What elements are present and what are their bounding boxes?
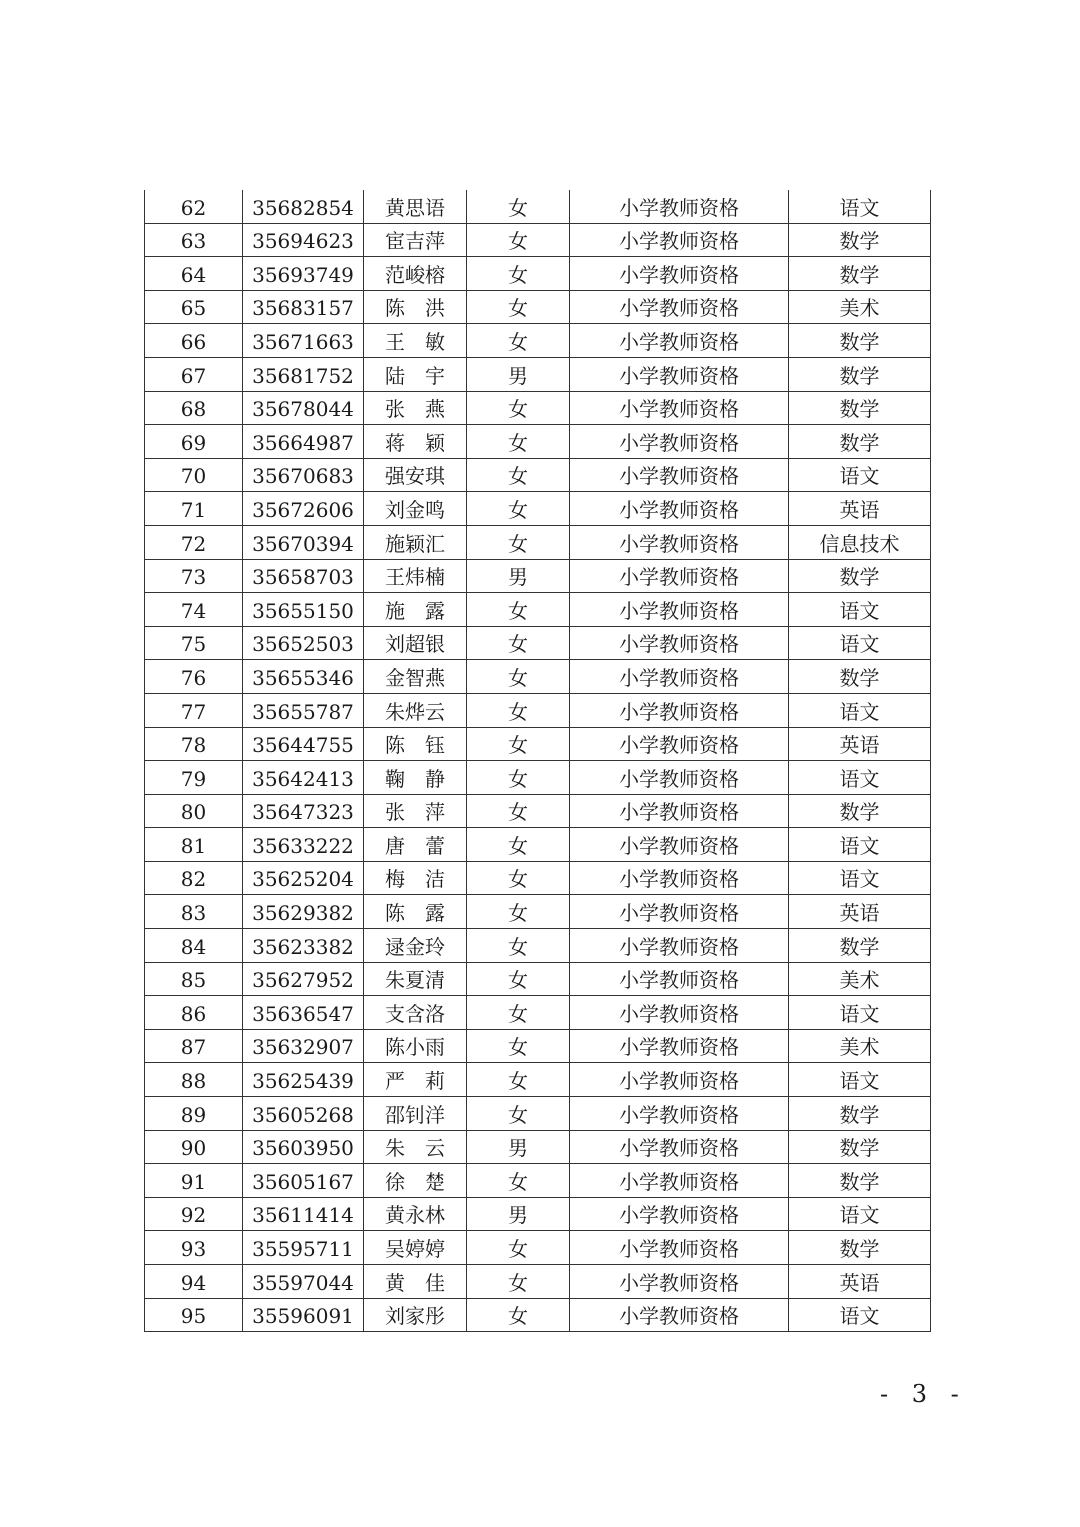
name-cell: 黄 佳 bbox=[364, 1265, 467, 1299]
gender-cell: 女 bbox=[467, 828, 570, 862]
gender-cell: 女 bbox=[467, 1097, 570, 1131]
gender-cell: 女 bbox=[467, 996, 570, 1030]
subject-cell: 英语 bbox=[789, 492, 931, 526]
subject-cell: 语文 bbox=[789, 828, 931, 862]
subject-cell: 语文 bbox=[789, 190, 931, 223]
qualification-cell: 小学教师资格 bbox=[570, 391, 789, 425]
table-row bbox=[145, 794, 931, 828]
exam-id-cell: 35611414 bbox=[243, 1197, 364, 1231]
qualification-cell: 小学教师资格 bbox=[570, 861, 789, 895]
qualification-cell: 小学教师资格 bbox=[570, 761, 789, 795]
qualification-cell: 小学教师资格 bbox=[570, 492, 789, 526]
subject-cell: 语文 bbox=[789, 996, 931, 1030]
gender-cell: 女 bbox=[467, 290, 570, 324]
exam-id-cell: 35694623 bbox=[243, 223, 364, 257]
gender-cell: 女 bbox=[467, 1298, 570, 1332]
qualification-cell: 小学教师资格 bbox=[570, 929, 789, 963]
row-number-cell: 83 bbox=[145, 895, 243, 929]
gender-cell: 女 bbox=[467, 324, 570, 358]
row-number-cell: 67 bbox=[145, 357, 243, 391]
subject-cell: 语文 bbox=[789, 626, 931, 660]
row-number-cell: 62 bbox=[145, 190, 243, 223]
roster-table bbox=[144, 190, 931, 1332]
name-cell: 徐 楚 bbox=[364, 1164, 467, 1198]
row-number-cell: 78 bbox=[145, 727, 243, 761]
gender-cell: 女 bbox=[467, 962, 570, 996]
exam-id-cell: 35623382 bbox=[243, 929, 364, 963]
row-number-cell: 90 bbox=[145, 1130, 243, 1164]
exam-id-cell: 35652503 bbox=[243, 626, 364, 660]
table-row bbox=[145, 1231, 931, 1265]
name-cell: 张 萍 bbox=[364, 794, 467, 828]
exam-id-cell: 35595711 bbox=[243, 1231, 364, 1265]
gender-cell: 女 bbox=[467, 223, 570, 257]
qualification-cell: 小学教师资格 bbox=[570, 1197, 789, 1231]
exam-id-cell: 35655787 bbox=[243, 693, 364, 727]
gender-cell: 男 bbox=[467, 559, 570, 593]
exam-id-cell: 35655150 bbox=[243, 593, 364, 627]
gender-cell: 女 bbox=[467, 525, 570, 559]
name-cell: 刘金鸣 bbox=[364, 492, 467, 526]
qualification-cell: 小学教师资格 bbox=[570, 559, 789, 593]
subject-cell: 语文 bbox=[789, 1063, 931, 1097]
subject-cell: 语文 bbox=[789, 593, 931, 627]
table-row bbox=[145, 458, 931, 492]
name-cell: 范峻榕 bbox=[364, 257, 467, 291]
qualification-cell: 小学教师资格 bbox=[570, 1063, 789, 1097]
qualification-cell: 小学教师资格 bbox=[570, 593, 789, 627]
qualification-cell: 小学教师资格 bbox=[570, 425, 789, 459]
row-number-cell: 94 bbox=[145, 1265, 243, 1299]
row-number-cell: 70 bbox=[145, 458, 243, 492]
row-number-cell: 95 bbox=[145, 1298, 243, 1332]
table-row bbox=[145, 391, 931, 425]
row-number-cell: 75 bbox=[145, 626, 243, 660]
row-number-cell: 82 bbox=[145, 861, 243, 895]
gender-cell: 女 bbox=[467, 660, 570, 694]
gender-cell: 女 bbox=[467, 1231, 570, 1265]
gender-cell: 女 bbox=[467, 391, 570, 425]
row-number-cell: 65 bbox=[145, 290, 243, 324]
subject-cell: 数学 bbox=[789, 391, 931, 425]
table-row bbox=[145, 693, 931, 727]
table-row bbox=[145, 425, 931, 459]
qualification-cell: 小学教师资格 bbox=[570, 794, 789, 828]
table-row bbox=[145, 861, 931, 895]
row-number-cell: 73 bbox=[145, 559, 243, 593]
row-number-cell: 63 bbox=[145, 223, 243, 257]
exam-id-cell: 35603950 bbox=[243, 1130, 364, 1164]
row-number-cell: 69 bbox=[145, 425, 243, 459]
name-cell: 唐 蕾 bbox=[364, 828, 467, 862]
name-cell: 鞠 静 bbox=[364, 761, 467, 795]
exam-id-cell: 35625439 bbox=[243, 1063, 364, 1097]
name-cell: 黄永林 bbox=[364, 1197, 467, 1231]
qualification-cell: 小学教师资格 bbox=[570, 828, 789, 862]
name-cell: 施 露 bbox=[364, 593, 467, 627]
table-row bbox=[145, 257, 931, 291]
subject-cell: 数学 bbox=[789, 257, 931, 291]
table-row bbox=[145, 1063, 931, 1097]
exam-id-cell: 35625204 bbox=[243, 861, 364, 895]
name-cell: 陈 洪 bbox=[364, 290, 467, 324]
qualification-cell: 小学教师资格 bbox=[570, 525, 789, 559]
table-row bbox=[145, 190, 931, 223]
row-number-cell: 76 bbox=[145, 660, 243, 694]
table-row bbox=[145, 223, 931, 257]
table-row bbox=[145, 929, 931, 963]
exam-id-cell: 35633222 bbox=[243, 828, 364, 862]
table-row bbox=[145, 626, 931, 660]
gender-cell: 女 bbox=[467, 425, 570, 459]
exam-id-cell: 35636547 bbox=[243, 996, 364, 1030]
row-number-cell: 66 bbox=[145, 324, 243, 358]
table-row bbox=[145, 761, 931, 795]
qualification-cell: 小学教师资格 bbox=[570, 996, 789, 1030]
table-row bbox=[145, 324, 931, 358]
name-cell: 朱烨云 bbox=[364, 693, 467, 727]
exam-id-cell: 35693749 bbox=[243, 257, 364, 291]
qualification-cell: 小学教师资格 bbox=[570, 962, 789, 996]
name-cell: 陈 钰 bbox=[364, 727, 467, 761]
exam-id-cell: 35629382 bbox=[243, 895, 364, 929]
table-row bbox=[145, 1164, 931, 1198]
page-number: - 3 - bbox=[880, 1380, 967, 1408]
subject-cell: 语文 bbox=[789, 1197, 931, 1231]
row-number-cell: 77 bbox=[145, 693, 243, 727]
exam-id-cell: 35605167 bbox=[243, 1164, 364, 1198]
name-cell: 朱夏清 bbox=[364, 962, 467, 996]
table-row bbox=[145, 593, 931, 627]
row-number-cell: 64 bbox=[145, 257, 243, 291]
exam-id-cell: 35632907 bbox=[243, 1029, 364, 1063]
qualification-cell: 小学教师资格 bbox=[570, 324, 789, 358]
qualification-cell: 小学教师资格 bbox=[570, 1130, 789, 1164]
subject-cell: 数学 bbox=[789, 1130, 931, 1164]
qualification-cell: 小学教师资格 bbox=[570, 1265, 789, 1299]
exam-id-cell: 35647323 bbox=[243, 794, 364, 828]
exam-id-cell: 35627952 bbox=[243, 962, 364, 996]
name-cell: 刘超银 bbox=[364, 626, 467, 660]
gender-cell: 女 bbox=[467, 1164, 570, 1198]
subject-cell: 语文 bbox=[789, 761, 931, 795]
row-number-cell: 71 bbox=[145, 492, 243, 526]
table-row bbox=[145, 895, 931, 929]
name-cell: 张 燕 bbox=[364, 391, 467, 425]
name-cell: 逯金玲 bbox=[364, 929, 467, 963]
gender-cell: 女 bbox=[467, 1029, 570, 1063]
subject-cell: 语文 bbox=[789, 1298, 931, 1332]
row-number-cell: 84 bbox=[145, 929, 243, 963]
qualification-cell: 小学教师资格 bbox=[570, 1029, 789, 1063]
row-number-cell: 81 bbox=[145, 828, 243, 862]
gender-cell: 女 bbox=[467, 257, 570, 291]
subject-cell: 数学 bbox=[789, 1097, 931, 1131]
gender-cell: 女 bbox=[467, 761, 570, 795]
gender-cell: 女 bbox=[467, 727, 570, 761]
subject-cell: 数学 bbox=[789, 223, 931, 257]
table-row bbox=[145, 962, 931, 996]
name-cell: 邵钊洋 bbox=[364, 1097, 467, 1131]
subject-cell: 数学 bbox=[789, 1164, 931, 1198]
name-cell: 支含洛 bbox=[364, 996, 467, 1030]
gender-cell: 男 bbox=[467, 357, 570, 391]
name-cell: 强安琪 bbox=[364, 458, 467, 492]
subject-cell: 数学 bbox=[789, 794, 931, 828]
qualification-cell: 小学教师资格 bbox=[570, 1231, 789, 1265]
qualification-cell: 小学教师资格 bbox=[570, 1298, 789, 1332]
gender-cell: 女 bbox=[467, 693, 570, 727]
row-number-cell: 93 bbox=[145, 1231, 243, 1265]
exam-id-cell: 35605268 bbox=[243, 1097, 364, 1131]
exam-id-cell: 35658703 bbox=[243, 559, 364, 593]
name-cell: 施颖汇 bbox=[364, 525, 467, 559]
subject-cell: 语文 bbox=[789, 458, 931, 492]
subject-cell: 数学 bbox=[789, 660, 931, 694]
gender-cell: 女 bbox=[467, 492, 570, 526]
qualification-cell: 小学教师资格 bbox=[570, 357, 789, 391]
row-number-cell: 89 bbox=[145, 1097, 243, 1131]
gender-cell: 女 bbox=[467, 794, 570, 828]
subject-cell: 数学 bbox=[789, 929, 931, 963]
gender-cell: 女 bbox=[467, 1063, 570, 1097]
table-row bbox=[145, 1097, 931, 1131]
name-cell: 梅 洁 bbox=[364, 861, 467, 895]
qualification-cell: 小学教师资格 bbox=[570, 693, 789, 727]
exam-id-cell: 35670683 bbox=[243, 458, 364, 492]
qualification-cell: 小学教师资格 bbox=[570, 895, 789, 929]
row-number-cell: 74 bbox=[145, 593, 243, 627]
table-row bbox=[145, 290, 931, 324]
name-cell: 刘家彤 bbox=[364, 1298, 467, 1332]
subject-cell: 数学 bbox=[789, 1231, 931, 1265]
table-row bbox=[145, 1298, 931, 1332]
row-number-cell: 72 bbox=[145, 525, 243, 559]
row-number-cell: 87 bbox=[145, 1029, 243, 1063]
table-row bbox=[145, 996, 931, 1030]
subject-cell: 信息技术 bbox=[789, 525, 931, 559]
qualification-cell: 小学教师资格 bbox=[570, 458, 789, 492]
table-row bbox=[145, 1265, 931, 1299]
subject-cell: 数学 bbox=[789, 425, 931, 459]
name-cell: 宦吉萍 bbox=[364, 223, 467, 257]
row-number-cell: 80 bbox=[145, 794, 243, 828]
subject-cell: 美术 bbox=[789, 1029, 931, 1063]
name-cell: 蒋 颖 bbox=[364, 425, 467, 459]
subject-cell: 语文 bbox=[789, 693, 931, 727]
qualification-cell: 小学教师资格 bbox=[570, 1097, 789, 1131]
name-cell: 严 莉 bbox=[364, 1063, 467, 1097]
exam-id-cell: 35642413 bbox=[243, 761, 364, 795]
gender-cell: 女 bbox=[467, 626, 570, 660]
subject-cell: 数学 bbox=[789, 357, 931, 391]
name-cell: 陈小雨 bbox=[364, 1029, 467, 1063]
exam-id-cell: 35655346 bbox=[243, 660, 364, 694]
qualification-cell: 小学教师资格 bbox=[570, 727, 789, 761]
gender-cell: 女 bbox=[467, 458, 570, 492]
subject-cell: 英语 bbox=[789, 1265, 931, 1299]
exam-id-cell: 35671663 bbox=[243, 324, 364, 358]
table-row bbox=[145, 1197, 931, 1231]
row-number-cell: 79 bbox=[145, 761, 243, 795]
table-row bbox=[145, 1029, 931, 1063]
qualification-cell: 小学教师资格 bbox=[570, 626, 789, 660]
qualification-cell: 小学教师资格 bbox=[570, 190, 789, 223]
table-row bbox=[145, 357, 931, 391]
row-number-cell: 86 bbox=[145, 996, 243, 1030]
table-row bbox=[145, 660, 931, 694]
table-row bbox=[145, 559, 931, 593]
qualification-cell: 小学教师资格 bbox=[570, 223, 789, 257]
row-number-cell: 85 bbox=[145, 962, 243, 996]
exam-id-cell: 35670394 bbox=[243, 525, 364, 559]
exam-id-cell: 35597044 bbox=[243, 1265, 364, 1299]
exam-id-cell: 35672606 bbox=[243, 492, 364, 526]
name-cell: 黄思语 bbox=[364, 190, 467, 223]
name-cell: 陆 宇 bbox=[364, 357, 467, 391]
name-cell: 朱 云 bbox=[364, 1130, 467, 1164]
row-number-cell: 92 bbox=[145, 1197, 243, 1231]
subject-cell: 数学 bbox=[789, 559, 931, 593]
roster-table-body bbox=[145, 190, 931, 1332]
exam-id-cell: 35678044 bbox=[243, 391, 364, 425]
subject-cell: 英语 bbox=[789, 727, 931, 761]
gender-cell: 女 bbox=[467, 190, 570, 223]
name-cell: 金智燕 bbox=[364, 660, 467, 694]
qualification-cell: 小学教师资格 bbox=[570, 1164, 789, 1198]
subject-cell: 美术 bbox=[789, 962, 931, 996]
subject-cell: 英语 bbox=[789, 895, 931, 929]
name-cell: 王 敏 bbox=[364, 324, 467, 358]
subject-cell: 美术 bbox=[789, 290, 931, 324]
row-number-cell: 88 bbox=[145, 1063, 243, 1097]
subject-cell: 语文 bbox=[789, 861, 931, 895]
qualification-cell: 小学教师资格 bbox=[570, 257, 789, 291]
table-row bbox=[145, 727, 931, 761]
gender-cell: 女 bbox=[467, 593, 570, 627]
row-number-cell: 91 bbox=[145, 1164, 243, 1198]
exam-id-cell: 35682854 bbox=[243, 190, 364, 223]
gender-cell: 女 bbox=[467, 861, 570, 895]
gender-cell: 女 bbox=[467, 1265, 570, 1299]
qualification-cell: 小学教师资格 bbox=[570, 290, 789, 324]
table-row bbox=[145, 525, 931, 559]
name-cell: 陈 露 bbox=[364, 895, 467, 929]
gender-cell: 女 bbox=[467, 895, 570, 929]
name-cell: 王炜楠 bbox=[364, 559, 467, 593]
gender-cell: 女 bbox=[467, 929, 570, 963]
table-row bbox=[145, 1130, 931, 1164]
exam-id-cell: 35644755 bbox=[243, 727, 364, 761]
subject-cell: 数学 bbox=[789, 324, 931, 358]
exam-id-cell: 35683157 bbox=[243, 290, 364, 324]
exam-id-cell: 35681752 bbox=[243, 357, 364, 391]
exam-id-cell: 35596091 bbox=[243, 1298, 364, 1332]
table-row bbox=[145, 828, 931, 862]
row-number-cell: 68 bbox=[145, 391, 243, 425]
table-row bbox=[145, 492, 931, 526]
gender-cell: 男 bbox=[467, 1130, 570, 1164]
qualification-cell: 小学教师资格 bbox=[570, 660, 789, 694]
name-cell: 吴婷婷 bbox=[364, 1231, 467, 1265]
gender-cell: 男 bbox=[467, 1197, 570, 1231]
exam-id-cell: 35664987 bbox=[243, 425, 364, 459]
